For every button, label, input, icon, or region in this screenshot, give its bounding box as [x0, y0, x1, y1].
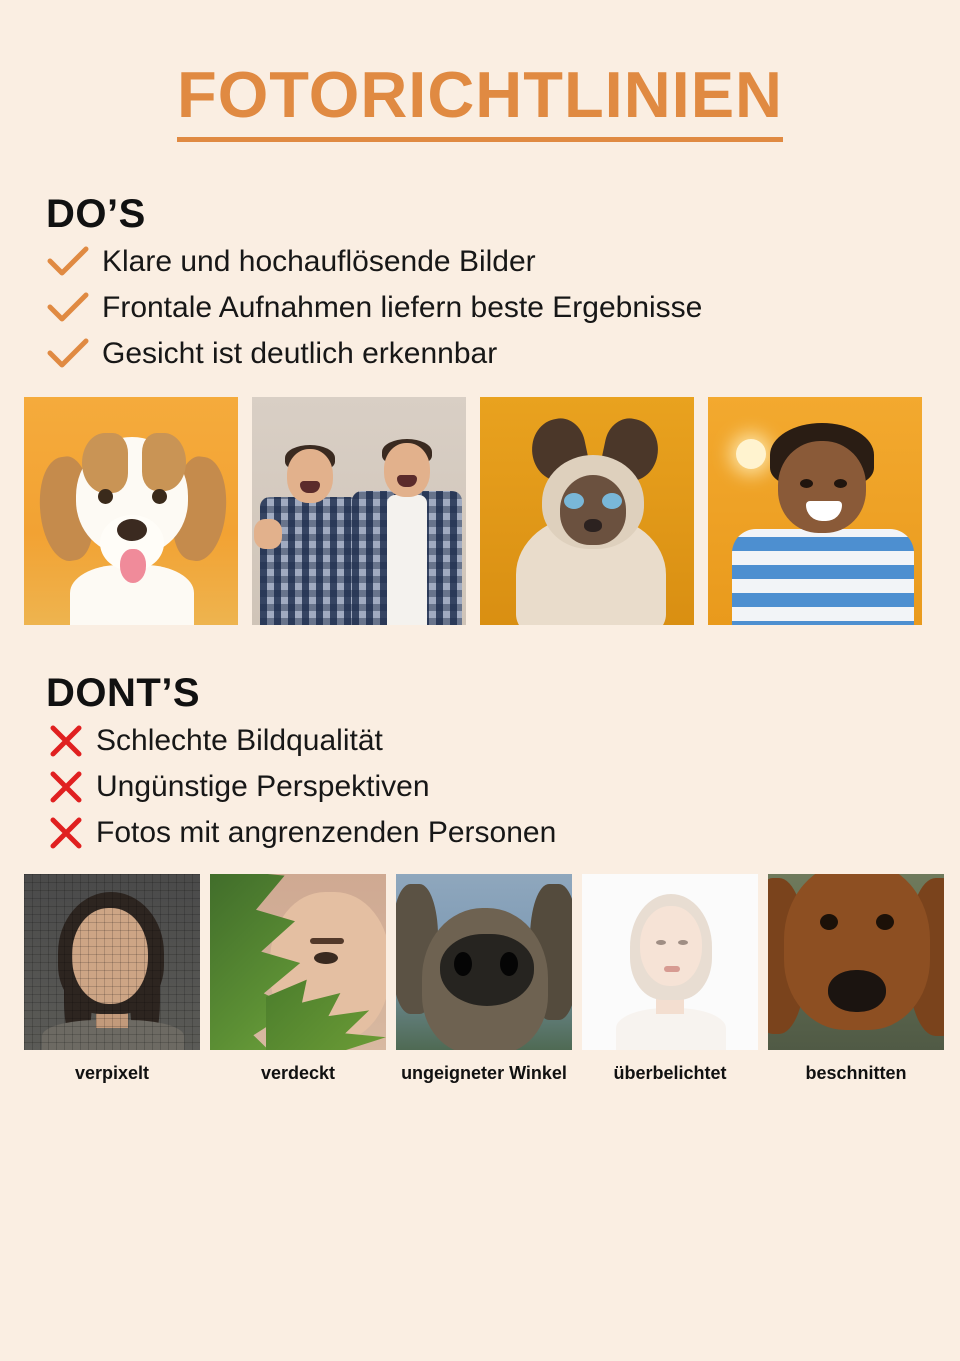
donts-item-label: Fotos mit angrenzenden Personen — [96, 816, 557, 849]
cross-icon — [46, 770, 86, 804]
dos-list-item — [46, 337, 938, 371]
check-icon — [46, 291, 90, 325]
dos-list-item — [46, 291, 938, 325]
photo-beagle-dog — [24, 397, 238, 625]
check-icon — [46, 245, 90, 279]
page-title-wrapper — [22, 0, 938, 142]
dont-example — [210, 874, 386, 1085]
dos-item-label: Gesicht ist deutlich erkennbar — [102, 337, 498, 370]
dos-list — [22, 245, 938, 371]
donts-heading: DONT’S — [46, 671, 201, 715]
dont-caption: ungeigneter Winkel — [401, 1063, 567, 1083]
photo-smiling-boy — [708, 397, 922, 625]
dos-photo-row — [22, 397, 938, 625]
dos-item-label: Klare und hochauflösende Bilder — [102, 245, 536, 278]
photo-two-men — [252, 397, 466, 625]
dont-caption: beschnitten — [805, 1063, 907, 1083]
cross-icon — [46, 724, 86, 758]
donts-list-item — [46, 724, 938, 758]
photo-covered-face — [210, 874, 386, 1050]
check-icon — [46, 337, 90, 371]
dont-example — [24, 874, 200, 1085]
dont-caption: verdeckt — [260, 1063, 336, 1083]
dont-caption: verpixelt — [74, 1063, 150, 1083]
donts-list-item — [46, 770, 938, 804]
dos-item-label: Frontale Aufnahmen liefern beste Ergebnisse — [102, 291, 703, 324]
donts-list — [22, 724, 938, 850]
donts-item-label: Ungünstige Perspektiven — [96, 770, 430, 803]
photo-overexposed-woman — [582, 874, 758, 1050]
photo-pixelated-woman — [24, 874, 200, 1050]
dont-example — [768, 874, 944, 1085]
donts-item-label: Schlechte Bildqualität — [96, 724, 383, 757]
dos-heading: DO’S — [46, 192, 146, 236]
page-title: FOTORICHTLINIEN — [177, 62, 783, 142]
photo-siamese-cat — [480, 397, 694, 625]
dont-example — [582, 874, 758, 1085]
donts-photo-row — [22, 874, 938, 1085]
photo-dog-nose-closeup — [396, 874, 572, 1050]
donts-list-item — [46, 816, 938, 850]
cross-icon — [46, 816, 86, 850]
dont-caption: überbelichtet — [613, 1063, 727, 1083]
dos-list-item — [46, 245, 938, 279]
dont-example — [396, 874, 572, 1085]
photo-cropped-dog — [768, 874, 944, 1050]
